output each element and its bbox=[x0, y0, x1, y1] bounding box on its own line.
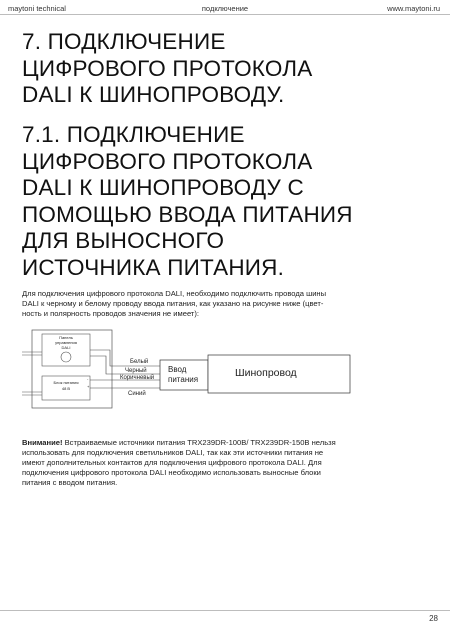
section-title: 7. ПОДКЛЮЧЕНИЕ ЦИФРОВОГО ПРОТОКОЛА DALI К ШИНОПРОВОДУ. bbox=[22, 29, 313, 107]
dali-panel-label-1: Панель bbox=[59, 335, 73, 340]
warning-paragraph bbox=[22, 438, 432, 488]
power-input-label-1: Ввод bbox=[168, 365, 187, 374]
page-header bbox=[0, 0, 450, 14]
footer-divider bbox=[0, 610, 450, 611]
subsection-title: 7.1. ПОДКЛЮЧЕНИЕ ЦИФРОВОГО ПРОТОКОЛА DALI К ШИНОПРОВОДУ С ПОМОЩЬЮ ВВОДА ПИТАНИЯ ДЛЯ ВЫНОСНОГО ИСТОЧНИКА ПИТАНИЯ. bbox=[22, 122, 353, 280]
busbar-label: Шинопровод bbox=[235, 367, 297, 379]
header-website: www.maytoni.ru bbox=[387, 4, 440, 13]
power-supply-label-1: Блок питания bbox=[53, 380, 79, 385]
warning-text: Встраиваемые источники питания TRX239DR-100B/ TRX239DR-150B нельзя использовать для подключения светильников DALI, так как эти источники питания не имеют дополнительных контактов для подключения цифрового протокола DALI. Для подключения цифрового протокола DALI необходимо использовать выносные блоки питания с вводом питания. bbox=[22, 438, 336, 487]
wire-brown-label: Коричневый bbox=[120, 375, 155, 381]
power-supply-label-2: 48 В bbox=[61, 386, 71, 391]
dali-panel-label-3: DALI bbox=[61, 345, 71, 350]
dali-panel-knob bbox=[61, 352, 71, 362]
header-brand: maytoni technical bbox=[8, 4, 66, 13]
intro-paragraph: Для подключения цифрового протокола DALI, необходимо подключить провода шины DALI к черному и белому проводу ввода питания, как указано на рисунке ниже (цвет- ность и полярность проводов значения не имеет): bbox=[22, 289, 327, 318]
wire-black-label: Черный bbox=[125, 368, 147, 374]
page-number: 28 bbox=[429, 614, 438, 623]
power-supply-plus: + bbox=[87, 384, 90, 389]
wire-white bbox=[90, 350, 160, 366]
header-section: подключение bbox=[201, 4, 249, 13]
warning-label: Внимание! bbox=[22, 438, 63, 447]
wiring-diagram bbox=[18, 322, 438, 417]
dali-panel-label-2: управления bbox=[55, 340, 77, 345]
power-input-label-2: питания bbox=[168, 375, 199, 384]
wire-blue-label: Синий bbox=[128, 391, 146, 397]
power-supply-minus: - bbox=[87, 376, 89, 381]
header-divider bbox=[0, 14, 450, 15]
wire-white-label: Белый bbox=[130, 359, 149, 365]
